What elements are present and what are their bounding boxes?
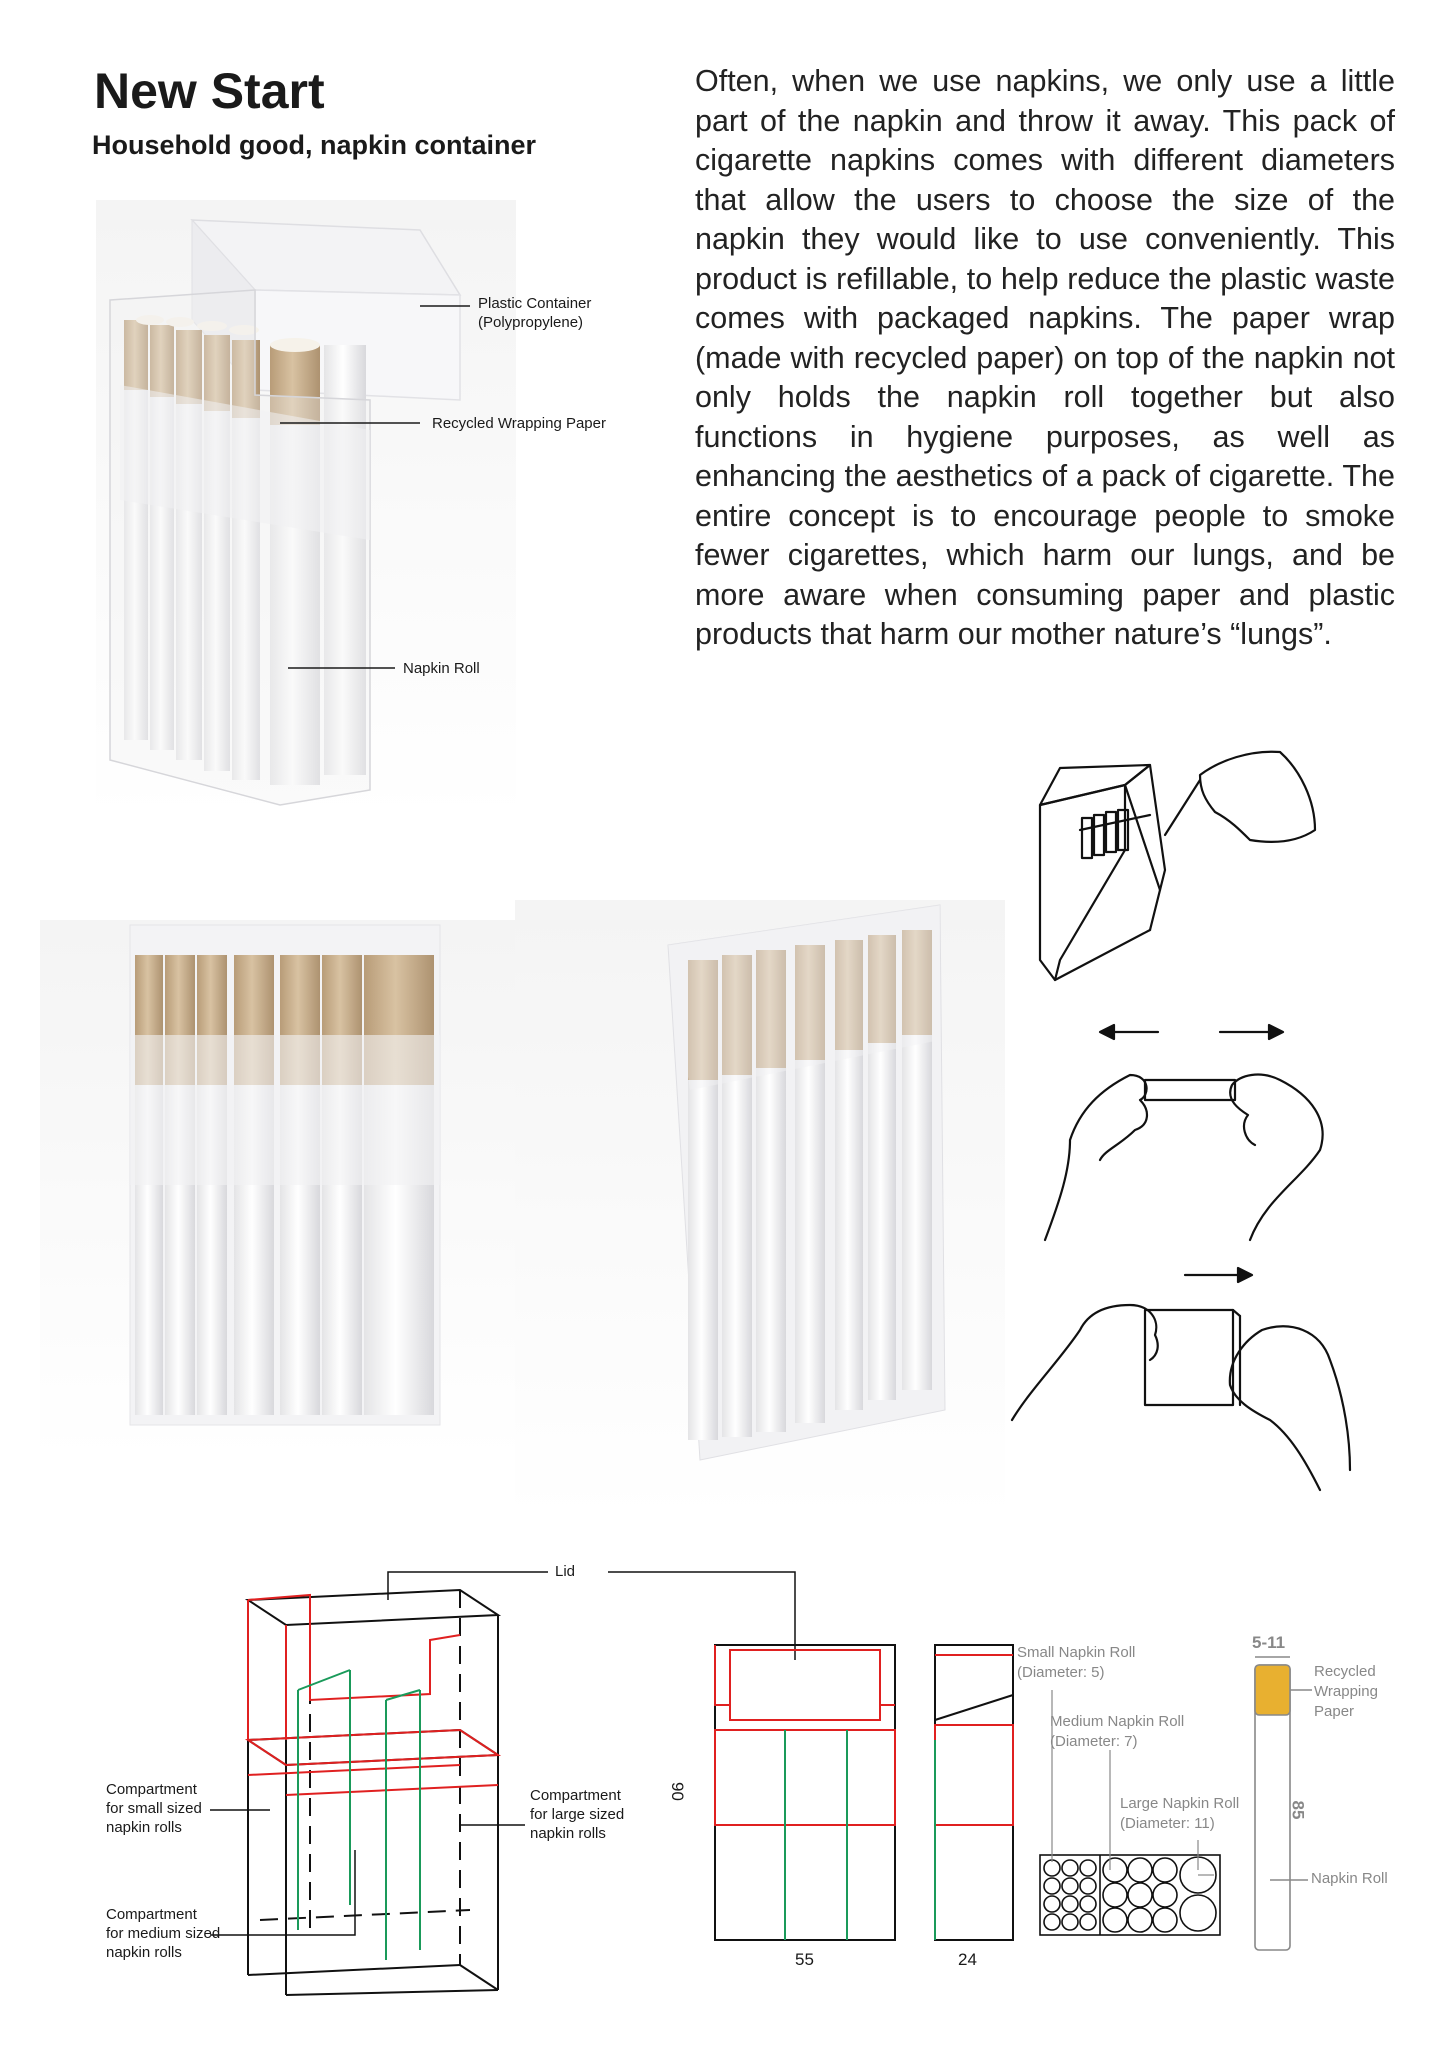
isometric-drawing <box>210 1572 795 1995</box>
label-plastic-container-material: (Polypropylene) <box>478 314 584 331</box>
usage-sketch-unwrap <box>1045 1025 1323 1240</box>
label-roll-diameter-range: 5-11 <box>1252 1633 1286 1652</box>
concept-description: Often, when we use napkins, we only use a little part of the napkin and throw it away. This pack of cigarette napkins comes with different diameters that allow the users to choose the size of the napkin they would like to use conveniently. This product is refillable, to help reduce the plastic waste comes with packaged napkins. The paper wrap (made with recycled paper) on top of the napkin not only holds the napkin roll together but also functions in hygiene purposes, as well as enhancing the aesthetics of a pack of cigarette. The entire concept is to encourage people to smoke fewer cigarettes, which harm our lungs, and be more aware when consuming paper and plastic products that harm our mother nature’s “lungs”. <box>695 64 1395 651</box>
label-compartment-large: Compartment for large sized napkin rolls <box>530 1787 625 1842</box>
label-lid: Lid <box>555 1563 576 1580</box>
usage-sketch-take-roll <box>1040 752 1315 980</box>
page-title: New Start <box>94 63 325 119</box>
label-roll-wrapping-paper: Recycled Wrapping Paper <box>1314 1663 1378 1720</box>
label-roll-napkin: Napkin Roll <box>1311 1870 1388 1887</box>
label-compartment-medium: Compartment for medium sized napkin rolls <box>106 1906 221 1961</box>
render-front-view <box>40 920 515 1460</box>
render-perspective-view <box>515 900 1005 1520</box>
label-recycled-wrapping-paper: Recycled Wrapping Paper <box>432 415 606 432</box>
label-small-roll: Small Napkin Roll <box>1017 1644 1136 1661</box>
label-compartment-small: Compartment for small sized napkin rolls <box>106 1781 202 1836</box>
label-plastic-container: Plastic Container <box>478 295 592 312</box>
dimension-width: 55 <box>795 1950 814 1969</box>
label-medium-roll-diameter: (Diameter: 7) <box>1050 1733 1138 1750</box>
label-small-roll-diameter: (Diameter: 5) <box>1017 1664 1105 1681</box>
label-large-roll-diameter: (Diameter: 11) <box>1120 1815 1215 1832</box>
label-napkin-roll: Napkin Roll <box>403 660 480 677</box>
page-subtitle: Household good, napkin container <box>92 130 537 160</box>
label-medium-roll: Medium Napkin Roll <box>1050 1713 1185 1730</box>
front-view-drawing <box>715 1645 895 1940</box>
label-roll-length: 85 <box>1288 1800 1308 1820</box>
usage-sketch-open-napkin <box>1012 1268 1350 1490</box>
label-large-roll: Large Napkin Roll <box>1120 1795 1240 1812</box>
dimension-height: 90 <box>667 1782 687 1801</box>
side-view-drawing <box>935 1645 1013 1940</box>
dimension-depth: 24 <box>958 1950 977 1969</box>
render-open-pack <box>96 200 516 820</box>
